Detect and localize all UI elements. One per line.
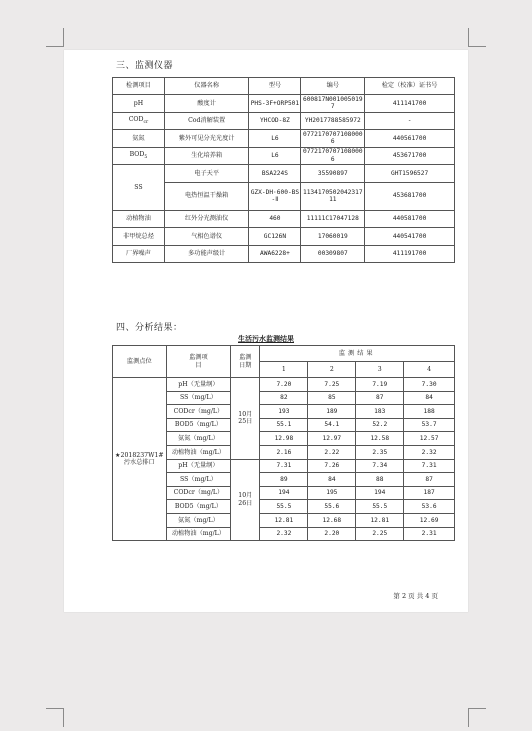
cell-model: L6	[249, 147, 301, 165]
cell-name: 多功能声级计	[164, 245, 249, 263]
results-header-row	[113, 346, 455, 362]
cell-value: 2.25	[356, 527, 404, 541]
cell-value: 2.20	[308, 527, 356, 541]
cell-value: 188	[404, 405, 455, 419]
cell-value: 12.81	[356, 513, 404, 527]
cell-value: 2.32	[404, 445, 455, 459]
cell-value: 12.97	[308, 432, 356, 446]
cell-item: BOD5（mg/L）	[166, 418, 231, 432]
th-col-1: 1	[260, 362, 308, 378]
table-row	[113, 210, 455, 228]
cell-value: 2.32	[260, 527, 308, 541]
cell-value: 2.35	[356, 445, 404, 459]
cell-item: pH（无量纲）	[166, 459, 231, 473]
cell-value: 193	[260, 405, 308, 419]
cell-number: 00309807	[301, 245, 365, 263]
cell-value: 82	[260, 391, 308, 405]
table-row	[113, 378, 455, 392]
instrument-header-row	[113, 78, 455, 95]
th-item: 监测项目	[166, 346, 231, 378]
cell-name: 紫外可见分光光度计	[164, 130, 249, 148]
cell-item: 动植物油（mg/L）	[166, 445, 231, 459]
cell-cert: 453671700	[365, 147, 455, 165]
cell-date: 10月25日	[231, 378, 260, 460]
crop-mark	[46, 708, 64, 709]
cell-name: 气相色谱仪	[164, 228, 249, 246]
cell-item	[113, 112, 165, 130]
cell-model: 460	[249, 210, 301, 228]
th-col-4: 4	[404, 362, 455, 378]
cell-name: 生化培养箱	[164, 147, 249, 165]
cell-value: 194	[260, 486, 308, 500]
cell-value: 183	[356, 405, 404, 419]
th-col-2: 2	[308, 362, 356, 378]
cell-number: 113417050204231711	[301, 182, 365, 210]
cell-model: AWA6228+	[249, 245, 301, 263]
cell-value: 7.31	[404, 459, 455, 473]
cell-value: 189	[308, 405, 356, 419]
cell-item: 厂界噪声	[113, 245, 165, 263]
cell-value: 55.5	[356, 500, 404, 514]
cell-value: 7.25	[308, 378, 356, 392]
item-text: BOD	[129, 150, 145, 158]
section3-title: 三、监测仪器	[116, 61, 174, 71]
cell-name: 酸度计	[164, 95, 249, 113]
cell-number: 17060019	[301, 228, 365, 246]
item-subscript: 5	[144, 155, 148, 161]
cell-value: 12.81	[260, 513, 308, 527]
crop-mark	[63, 709, 64, 727]
table-row	[113, 95, 455, 113]
cell-cert: 440561700	[365, 130, 455, 148]
crop-mark	[63, 28, 64, 46]
cell-value: 87	[356, 391, 404, 405]
cell-value: 84	[308, 473, 356, 487]
th-model: 型号	[249, 78, 301, 95]
table-row	[113, 112, 455, 130]
table-row	[113, 130, 455, 148]
table-row	[113, 165, 455, 183]
results-body	[113, 378, 455, 541]
cell-cert: 453681700	[365, 182, 455, 210]
th-item: 检测项目	[113, 78, 165, 95]
cell-cert: -	[365, 112, 455, 130]
cell-number: 11111C17047128	[301, 210, 365, 228]
cell-value: 194	[356, 486, 404, 500]
cell-number: 35590897	[301, 165, 365, 183]
table-row	[113, 245, 455, 263]
cell-cert: 411191700	[365, 245, 455, 263]
cell-value: 2.31	[404, 527, 455, 541]
cell-value: 12.58	[356, 432, 404, 446]
cell-value: 55.5	[260, 500, 308, 514]
cell-value: 7.30	[404, 378, 455, 392]
cell-name: 电热恒温干燥箱	[164, 182, 249, 210]
item-subscript: cr	[143, 120, 149, 126]
cell-value: 53.7	[404, 418, 455, 432]
cell-item: SS（mg/L）	[166, 473, 231, 487]
crop-mark	[468, 709, 469, 727]
cell-value: 2.22	[308, 445, 356, 459]
cell-value: 2.16	[260, 445, 308, 459]
cell-item: 动植物油（mg/L）	[166, 527, 231, 541]
cell-model: PHS-3F+ORP501	[249, 95, 301, 113]
table-row	[113, 147, 455, 165]
cell-value: 7.20	[260, 378, 308, 392]
th-col-3: 3	[356, 362, 404, 378]
cell-value: 7.26	[308, 459, 356, 473]
cell-number: 07721707071080006	[301, 147, 365, 165]
cell-item	[113, 147, 165, 165]
cell-cert: 411141700	[365, 95, 455, 113]
cell-cert: GHT1596527	[365, 165, 455, 183]
cell-date: 10月26日	[231, 459, 260, 541]
cell-value: 89	[260, 473, 308, 487]
cell-value: 54.1	[308, 418, 356, 432]
cell-model: GZX-DH·600-BS-Ⅱ	[249, 182, 301, 210]
item-text: COD	[128, 115, 144, 123]
cell-value: 88	[356, 473, 404, 487]
table-row	[113, 182, 455, 210]
results-title: 生活污水监测结果	[238, 334, 294, 343]
cell-name: 电子天平	[164, 165, 249, 183]
cell-name: 红外分光测油仪	[164, 210, 249, 228]
cell-value: 195	[308, 486, 356, 500]
cell-cert: 440541700	[365, 228, 455, 246]
cell-item: SS（mg/L）	[166, 391, 231, 405]
cell-item: 非甲烷总烃	[113, 228, 165, 246]
cell-value: 85	[308, 391, 356, 405]
cell-value: 7.34	[356, 459, 404, 473]
cell-value: 84	[404, 391, 455, 405]
crop-mark	[46, 46, 64, 47]
cell-number: 07721707071080006	[301, 130, 365, 148]
cell-item: CODcr（mg/L）	[166, 486, 231, 500]
cell-item: 氨氮	[113, 130, 165, 148]
th-cert: 检定（校准）证书号	[365, 78, 455, 95]
crop-mark	[468, 28, 469, 46]
th-date: 监测日期	[231, 346, 260, 378]
cell-item: 动植物油	[113, 210, 165, 228]
crop-mark	[468, 708, 486, 709]
th-number: 编号	[301, 78, 365, 95]
cell-value: 12.98	[260, 432, 308, 446]
cell-item: CODcr（mg/L）	[166, 405, 231, 419]
cell-value: 12.57	[404, 432, 455, 446]
section4-title: 四、分析结果：	[116, 323, 183, 333]
cell-value: 12.69	[404, 513, 455, 527]
cell-value: 7.19	[356, 378, 404, 392]
cell-number: YH2017788585972	[301, 112, 365, 130]
instrument-table	[112, 77, 455, 263]
cell-model: BSA224S	[249, 165, 301, 183]
page-footer: 第 2 页 共 4 页	[393, 592, 438, 600]
th-point: 监测点位	[113, 346, 167, 378]
results-table	[112, 345, 455, 541]
cell-model: GC126N	[249, 228, 301, 246]
cell-value: 187	[404, 486, 455, 500]
table-row	[113, 228, 455, 246]
cell-item: pH（无量纲）	[166, 378, 231, 392]
th-result: 监测结果	[260, 346, 455, 362]
cell-value: 87	[404, 473, 455, 487]
cell-item: SS	[113, 165, 165, 211]
cell-point: ★2018237W1#污水总排口	[113, 378, 167, 541]
cell-value: 53.6	[404, 500, 455, 514]
cell-model: YHCOD-8Z	[249, 112, 301, 130]
cell-value: 12.68	[308, 513, 356, 527]
cell-model: L6	[249, 130, 301, 148]
cell-name: Cod消解装置	[164, 112, 249, 130]
cell-value: 55.1	[260, 418, 308, 432]
cell-number: 600817N0010050197	[301, 95, 365, 113]
cell-item: BOD5（mg/L）	[166, 500, 231, 514]
cell-value: 52.2	[356, 418, 404, 432]
cell-value: 55.6	[308, 500, 356, 514]
cell-item: pH	[113, 95, 165, 113]
cell-value: 7.31	[260, 459, 308, 473]
document-page	[64, 50, 468, 612]
cell-item: 氨氮（mg/L）	[166, 432, 231, 446]
cell-cert: 440581700	[365, 210, 455, 228]
cell-item: 氨氮（mg/L）	[166, 513, 231, 527]
th-name: 仪器名称	[164, 78, 249, 95]
crop-mark	[468, 46, 486, 47]
